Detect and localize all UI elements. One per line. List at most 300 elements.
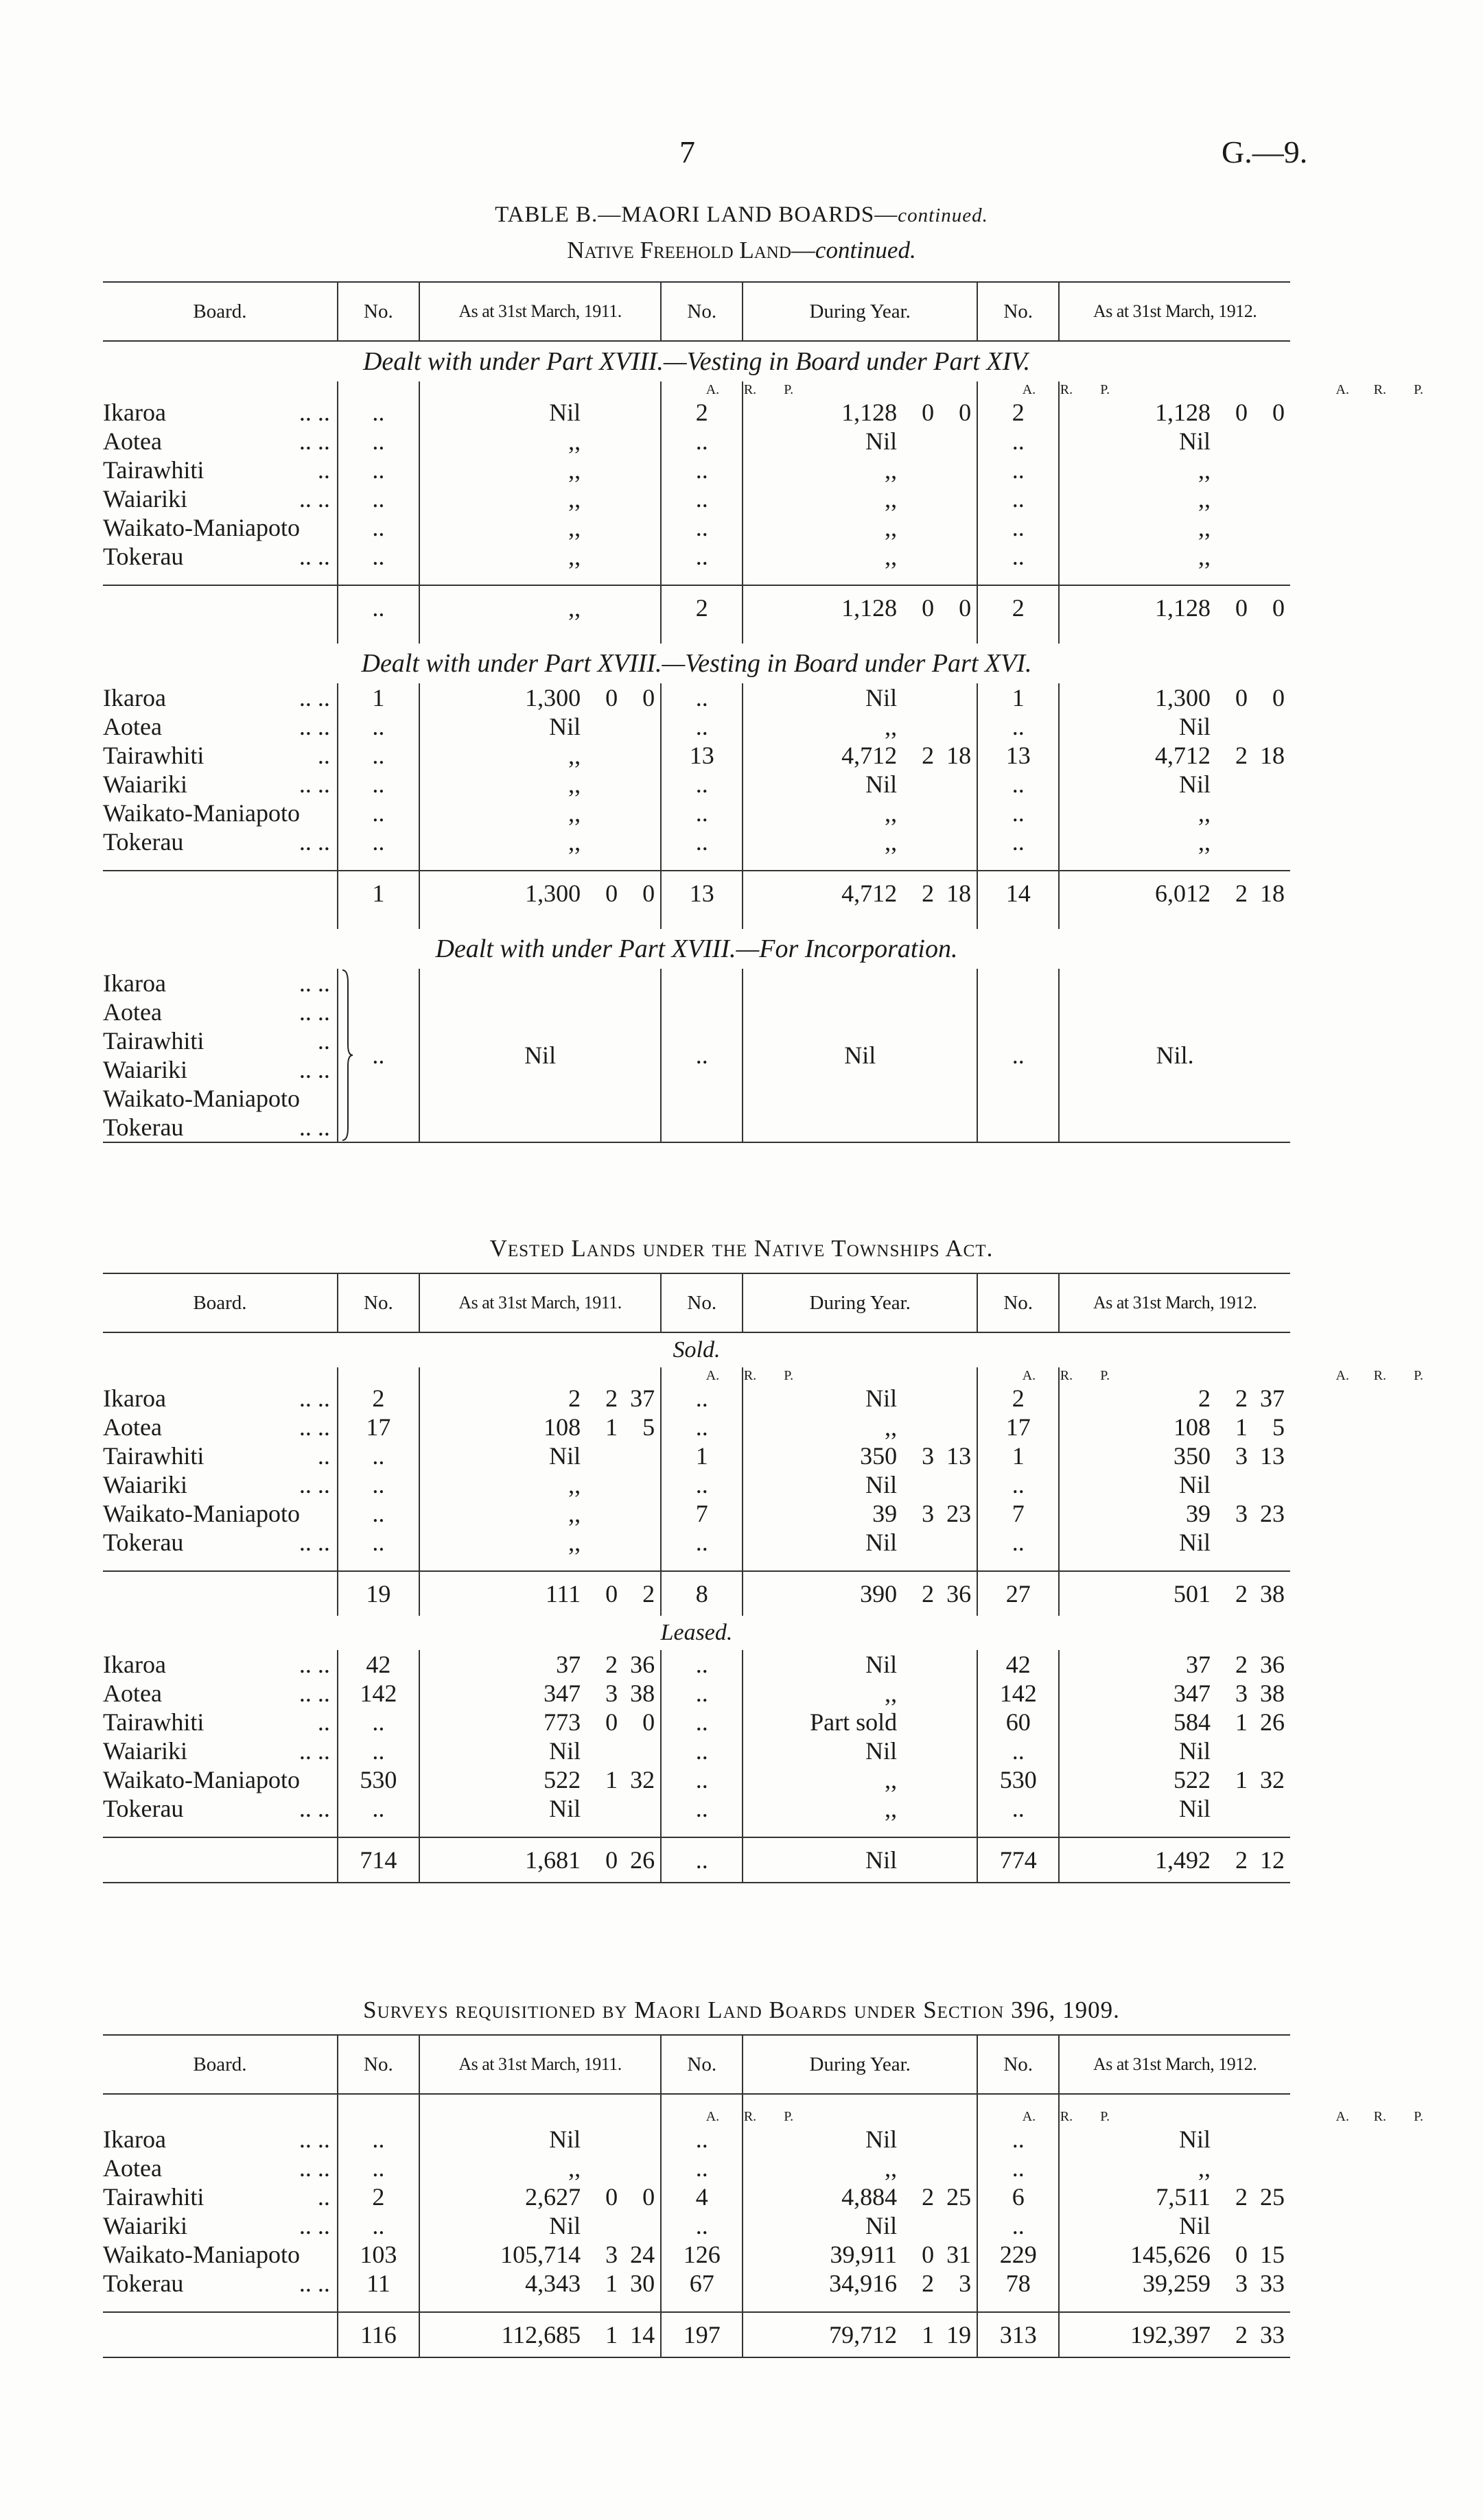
table-row: Waiariki .. .. .. ,, .. Nil .. Nil	[103, 770, 1290, 799]
count-year: ..	[661, 712, 743, 741]
unit-p: P.	[784, 2109, 794, 2124]
acres: 7,511	[1156, 2183, 1211, 2211]
count-1912: ..	[977, 2154, 1059, 2182]
count-year: ..	[661, 456, 743, 484]
acres: Nil	[1178, 1737, 1211, 1765]
unit-r: R.	[1060, 2109, 1073, 2124]
count-1911: 530	[338, 1765, 419, 1794]
acres: 4,712	[841, 742, 898, 769]
header-no: No.	[977, 282, 1059, 341]
acres: Nil	[865, 2212, 898, 2239]
perches	[618, 1470, 655, 1499]
perches	[934, 827, 971, 856]
table-row: Waiariki .. .. .. ,, .. ,, .. ,,	[103, 484, 1290, 513]
roods	[897, 513, 934, 542]
count-year: 2	[661, 398, 743, 427]
count-1912: ..	[977, 456, 1059, 484]
count-year: ..	[661, 1794, 743, 1823]
unit-p: P.	[1100, 2109, 1110, 2124]
perches: 0	[959, 594, 972, 622]
count-1912: 2	[977, 398, 1059, 427]
acres: Nil	[865, 1846, 898, 1874]
count: ..	[977, 969, 1059, 1142]
perches	[934, 1528, 971, 1557]
roods: 2	[605, 1385, 618, 1412]
acres: ,,	[1198, 2154, 1211, 2182]
unit-a: A.	[1022, 2109, 1036, 2124]
total-row	[103, 585, 1290, 630]
roods: 3	[605, 2241, 618, 2268]
table-row	[103, 1765, 1290, 1794]
roods	[897, 1736, 934, 1765]
table-row: Ikaroa .. .. 1 1,300 0 0 .. Nil 1 1,300 0 0	[103, 683, 1290, 712]
perches	[618, 1736, 655, 1765]
header-board: Board.	[103, 282, 338, 341]
roods	[1211, 427, 1248, 456]
count-year: 2	[661, 585, 743, 630]
perches	[618, 770, 655, 799]
perches	[934, 513, 971, 542]
perches	[934, 712, 971, 741]
roods	[581, 770, 618, 799]
roods	[581, 2211, 618, 2240]
roods	[1211, 827, 1248, 856]
board-name: Aotea	[103, 1413, 162, 1441]
perches	[1248, 1528, 1285, 1557]
header-no: No.	[661, 1273, 743, 1332]
acres: ,,	[885, 1413, 898, 1441]
acres: ,,	[885, 456, 898, 484]
acres: 1,128	[1155, 594, 1211, 622]
perches	[1248, 1470, 1285, 1499]
roods: 0	[605, 684, 618, 711]
count-year: ..	[661, 1736, 743, 1765]
column-headers	[103, 282, 1290, 341]
perches: 12	[1260, 1846, 1285, 1874]
acres: 522	[1173, 1766, 1211, 1793]
acres: 1,300	[525, 684, 581, 711]
perches	[618, 2154, 655, 2182]
perches	[934, 456, 971, 484]
roods: 2	[922, 1580, 935, 1608]
roods	[1211, 1794, 1248, 1823]
perches	[934, 683, 971, 712]
leased-heading: Leased.	[660, 1620, 733, 1645]
acres: 2	[568, 1385, 581, 1412]
count-1912: 42	[977, 1650, 1059, 1679]
roods: 0	[1235, 684, 1248, 711]
roods	[897, 712, 934, 741]
count-1912: 2	[977, 1384, 1059, 1413]
perches: 38	[1260, 1680, 1285, 1707]
roods: 0	[1235, 399, 1248, 426]
roods: 2	[922, 2270, 935, 2297]
perches: 13	[1260, 1442, 1285, 1470]
perches: 0	[642, 880, 655, 907]
roods: 2	[922, 880, 935, 907]
roods	[581, 741, 618, 770]
header-no: No.	[977, 1273, 1059, 1332]
perches: 38	[1260, 1580, 1285, 1608]
units-row	[103, 1367, 1290, 1384]
unit-p: P.	[1100, 382, 1110, 397]
perches	[618, 1528, 655, 1557]
count-1911: ..	[338, 2154, 419, 2182]
perches	[618, 2211, 655, 2240]
acres: ,,	[568, 799, 581, 827]
roods: 1	[605, 2270, 618, 2297]
acres: 1,681	[525, 1846, 581, 1874]
acres: ,,	[1198, 485, 1211, 513]
perches	[934, 1846, 971, 1874]
roods	[581, 799, 618, 827]
roods: 0	[922, 594, 935, 622]
count-1912: 13	[977, 741, 1059, 770]
acres: ,,	[1198, 543, 1211, 570]
table-row: Waiariki .. .. .. ,, .. Nil .. Nil	[103, 1470, 1290, 1499]
units-row	[103, 381, 1290, 398]
perches	[1248, 2125, 1285, 2154]
acres: 2	[1198, 1385, 1211, 1412]
roods	[897, 799, 934, 827]
acres: Nil	[1178, 1529, 1211, 1556]
perches	[618, 398, 655, 427]
table-row: Aotea .. .. 17 108 1 5 .. ,, 17 108 1 5	[103, 1413, 1290, 1441]
board-name: Tokerau	[103, 1114, 184, 1141]
perches	[1248, 542, 1285, 571]
count-1912: ..	[977, 484, 1059, 513]
board-name: Tairawhiti	[103, 1708, 205, 1736]
acres: 34,916	[829, 2270, 898, 2297]
perches: 15	[1260, 2241, 1285, 2268]
perches	[934, 799, 971, 827]
header-no: No.	[661, 282, 743, 341]
acres: Nil	[865, 1385, 898, 1412]
count-year: ..	[661, 683, 743, 712]
roods	[897, 427, 934, 456]
acres: 105,714	[500, 2241, 581, 2268]
roods	[581, 456, 618, 484]
page-reference: G.—9.	[1222, 134, 1308, 169]
table-row: Ikaroa .. .. .. Nil 2 1,128 0 0 2 1,128 0 0	[103, 398, 1290, 427]
roods	[897, 1679, 934, 1708]
perches: 37	[1260, 1385, 1285, 1412]
perches: 18	[946, 880, 972, 907]
acres: Part sold	[810, 1708, 898, 1736]
board-name: Aotea	[103, 1680, 162, 1707]
acres: ,,	[568, 594, 581, 622]
count-1911: ..	[338, 427, 419, 456]
perches: 33	[1260, 2321, 1285, 2348]
perches: 0	[1272, 684, 1285, 711]
perches	[618, 542, 655, 571]
perches	[618, 484, 655, 513]
count-1911: 714	[338, 1837, 419, 1883]
perches: 13	[946, 1442, 972, 1470]
acres: Nil	[865, 684, 898, 711]
acres: ,,	[568, 828, 581, 856]
acres: 4,712	[1155, 742, 1211, 769]
count-1911: 19	[338, 1571, 419, 1616]
count-1911: ..	[338, 398, 419, 427]
perches	[1248, 2211, 1285, 2240]
board-name: Aotea	[103, 713, 162, 740]
acres: ,,	[568, 2154, 581, 2182]
count-1912: ..	[977, 427, 1059, 456]
count: ..	[338, 969, 419, 1142]
acres: ,,	[568, 543, 581, 570]
header-as1912: As at 31st March, 1912.	[1059, 282, 1290, 341]
board-name: Ikaroa	[103, 2125, 166, 2153]
perches	[618, 1441, 655, 1470]
count-year: ..	[661, 1650, 743, 1679]
acres: ,,	[885, 713, 898, 740]
perches	[934, 1765, 971, 1794]
roods	[897, 2154, 934, 2182]
roods	[581, 398, 618, 427]
unit-a: A.	[705, 1368, 720, 1383]
perches	[618, 1499, 655, 1528]
acres: 347	[544, 1680, 581, 1707]
roods: 0	[605, 2183, 618, 2211]
roods: 0	[605, 880, 618, 907]
board-name: Ikaroa	[103, 399, 166, 426]
count-1912: ..	[977, 1794, 1059, 1823]
board-name: Waikato-Maniapoto	[103, 1500, 301, 1527]
roods	[1211, 2125, 1248, 2154]
acres: 1,128	[1155, 399, 1211, 426]
count-1912: ..	[977, 712, 1059, 741]
roods: 0	[922, 399, 935, 426]
perches	[1248, 770, 1285, 799]
acres: 39,911	[830, 2241, 898, 2268]
total-row	[103, 871, 1290, 915]
perches: 26	[1260, 1708, 1285, 1736]
roods	[897, 542, 934, 571]
board-name: Waiariki	[103, 770, 188, 798]
count: ..	[661, 969, 743, 1142]
area: Nil	[743, 969, 977, 1142]
count-1911: ..	[338, 827, 419, 856]
roods: 0	[1235, 2241, 1248, 2268]
acres: ,,	[568, 427, 581, 455]
count-year: ..	[661, 1679, 743, 1708]
roods	[581, 1528, 618, 1557]
column-headers	[103, 2035, 1290, 2094]
count-year: 4	[661, 2182, 743, 2211]
header-during: During Year.	[743, 2035, 977, 2094]
roods	[1211, 484, 1248, 513]
table-row: Tokerau .. .. 11 4,343 1 30 67 34,916 2 3 78 39,259 3 33	[103, 2269, 1290, 2298]
acres: Nil	[865, 1529, 898, 1556]
acres: ,,	[885, 828, 898, 856]
roods	[581, 1736, 618, 1765]
acres: 4,712	[841, 880, 898, 907]
acres: 4,884	[841, 2183, 898, 2211]
unit-p: P.	[1100, 1368, 1110, 1383]
roods: 1	[605, 1413, 618, 1441]
unit-a: A.	[705, 382, 720, 397]
board-name: Waikato-Maniapoto	[103, 2241, 301, 2268]
perches	[1248, 2154, 1285, 2182]
acres: 6,012	[1155, 880, 1211, 907]
board-name: Waiariki	[103, 1737, 188, 1765]
acres: Nil	[865, 1737, 898, 1765]
perches	[618, 741, 655, 770]
roods: 2	[922, 742, 935, 769]
roods	[581, 593, 618, 622]
table-row: Aotea .. .. .. ,, .. Nil .. Nil	[103, 427, 1290, 456]
count-year: ..	[661, 427, 743, 456]
acres: 192,397	[1130, 2321, 1211, 2348]
acres: 1,300	[1155, 684, 1211, 711]
count-year: ..	[661, 1765, 743, 1794]
perches	[1248, 799, 1285, 827]
count-year: ..	[661, 484, 743, 513]
roods	[897, 456, 934, 484]
acres: ,,	[568, 770, 581, 798]
board-name: Tokerau	[103, 1529, 184, 1556]
perches	[934, 484, 971, 513]
roods: 3	[1235, 1680, 1248, 1707]
perches	[618, 593, 655, 622]
roods: 2	[1235, 742, 1248, 769]
perches: 0	[642, 684, 655, 711]
count-1911: ..	[338, 770, 419, 799]
roods: 2	[1235, 2183, 1248, 2211]
count-1912: 1	[977, 683, 1059, 712]
count-year: 13	[661, 871, 743, 915]
roods	[897, 1413, 934, 1441]
roods	[581, 827, 618, 856]
table-row: Tokerau .. .. .. Nil .. ,, .. Nil	[103, 1794, 1290, 1823]
roods: 3	[605, 1680, 618, 1707]
acres: ,,	[885, 1795, 898, 1822]
count-1911: ..	[338, 741, 419, 770]
perches	[934, 770, 971, 799]
count-1912: ..	[977, 1528, 1059, 1557]
perches: 18	[1260, 742, 1285, 769]
count-1911: ..	[338, 1499, 419, 1528]
table-row: Ikaroa .. .. 2 2 2 37 .. Nil 2 2 2 37	[103, 1384, 1290, 1413]
acres: Nil	[1178, 770, 1211, 798]
count-1911: 1	[338, 871, 419, 915]
perches: 32	[630, 1766, 655, 1793]
townships-table	[103, 1273, 1423, 1883]
count-1912: ..	[977, 2211, 1059, 2240]
unit-a: A.	[705, 2109, 720, 2124]
roods	[897, 1384, 934, 1413]
board-name: Tairawhiti	[103, 742, 205, 769]
count-year: ..	[661, 513, 743, 542]
perches	[934, 1679, 971, 1708]
perches	[934, 1708, 971, 1736]
board-name: Tairawhiti	[103, 2183, 205, 2211]
roods: 1	[1235, 1766, 1248, 1793]
perches	[618, 513, 655, 542]
acres: ,,	[885, 1680, 898, 1707]
acres: Nil	[1178, 427, 1211, 455]
section-heading: Dealt with under Part XVIII.—Vesting in Board under Part XVI.	[361, 649, 1032, 678]
perches	[934, 427, 971, 456]
perches	[618, 799, 655, 827]
perches	[934, 1794, 971, 1823]
acres: ,,	[1198, 828, 1211, 856]
freehold-land-table	[103, 281, 1423, 1157]
perches	[618, 456, 655, 484]
acres: 522	[544, 1766, 581, 1793]
perches: 18	[1260, 880, 1285, 907]
perches	[934, 1650, 971, 1679]
count-1912: 78	[977, 2269, 1059, 2298]
perches	[1248, 427, 1285, 456]
acres: 347	[1173, 1680, 1211, 1707]
acres: ,,	[885, 2154, 898, 2182]
section-heading: Dealt with under Part XVIII.—For Incorporation.	[435, 934, 958, 963]
count-1911: ..	[338, 484, 419, 513]
surveys-table	[103, 2034, 1423, 2358]
roods	[1211, 513, 1248, 542]
perches	[1248, 712, 1285, 741]
roods: 2	[1235, 1651, 1248, 1678]
roods	[581, 427, 618, 456]
acres: Nil	[549, 713, 581, 740]
acres: Nil	[865, 427, 898, 455]
roods: 2	[1235, 1846, 1248, 1874]
count-year: ..	[661, 1708, 743, 1736]
roods: 0	[1235, 594, 1248, 622]
table-row: Ikaroa .. .. .. Nil .. Nil .. Nil	[103, 2125, 1290, 2154]
count-1912: 774	[977, 1837, 1059, 1883]
roods: 2	[1235, 880, 1248, 907]
board-name: Tairawhiti	[103, 456, 205, 484]
roods	[581, 1794, 618, 1823]
perches: 30	[630, 2270, 655, 2297]
acres: 37	[556, 1651, 581, 1678]
acres: Nil	[549, 1442, 581, 1470]
count-1912: 6	[977, 2182, 1059, 2211]
count-year: 67	[661, 2269, 743, 2298]
perches: 36	[1260, 1651, 1285, 1678]
unit-r: R.	[743, 1368, 757, 1383]
header-no: No.	[338, 1273, 419, 1332]
count-year: 1	[661, 1441, 743, 1470]
roods	[897, 1765, 934, 1794]
count-1911: ..	[338, 2125, 419, 2154]
acres: ,,	[568, 485, 581, 513]
count-1911: 11	[338, 2269, 419, 2298]
count-year: 7	[661, 1499, 743, 1528]
page-header	[0, 134, 1483, 175]
roods: 1	[922, 2321, 935, 2348]
table-row: Aotea .. ..	[103, 998, 330, 1026]
acres: 39	[872, 1500, 898, 1527]
roods: 2	[1235, 1385, 1248, 1412]
count-1911: ..	[338, 585, 419, 630]
roods: 2	[1235, 2321, 1248, 2348]
count-1912: 1	[977, 1441, 1059, 1470]
roods	[1211, 456, 1248, 484]
count-1912: 14	[977, 871, 1059, 915]
header-as1912: As at 31st March, 1912.	[1059, 2035, 1290, 2094]
acres: ,,	[568, 1529, 581, 1556]
unit-r: R.	[743, 382, 757, 397]
table-row: Tairawhiti .. .. ,, .. ,, .. ,,	[103, 456, 1290, 484]
count-1912: ..	[977, 770, 1059, 799]
acres: ,,	[1198, 514, 1211, 541]
acres: 2,627	[525, 2183, 581, 2211]
roods: 2	[605, 1651, 618, 1678]
